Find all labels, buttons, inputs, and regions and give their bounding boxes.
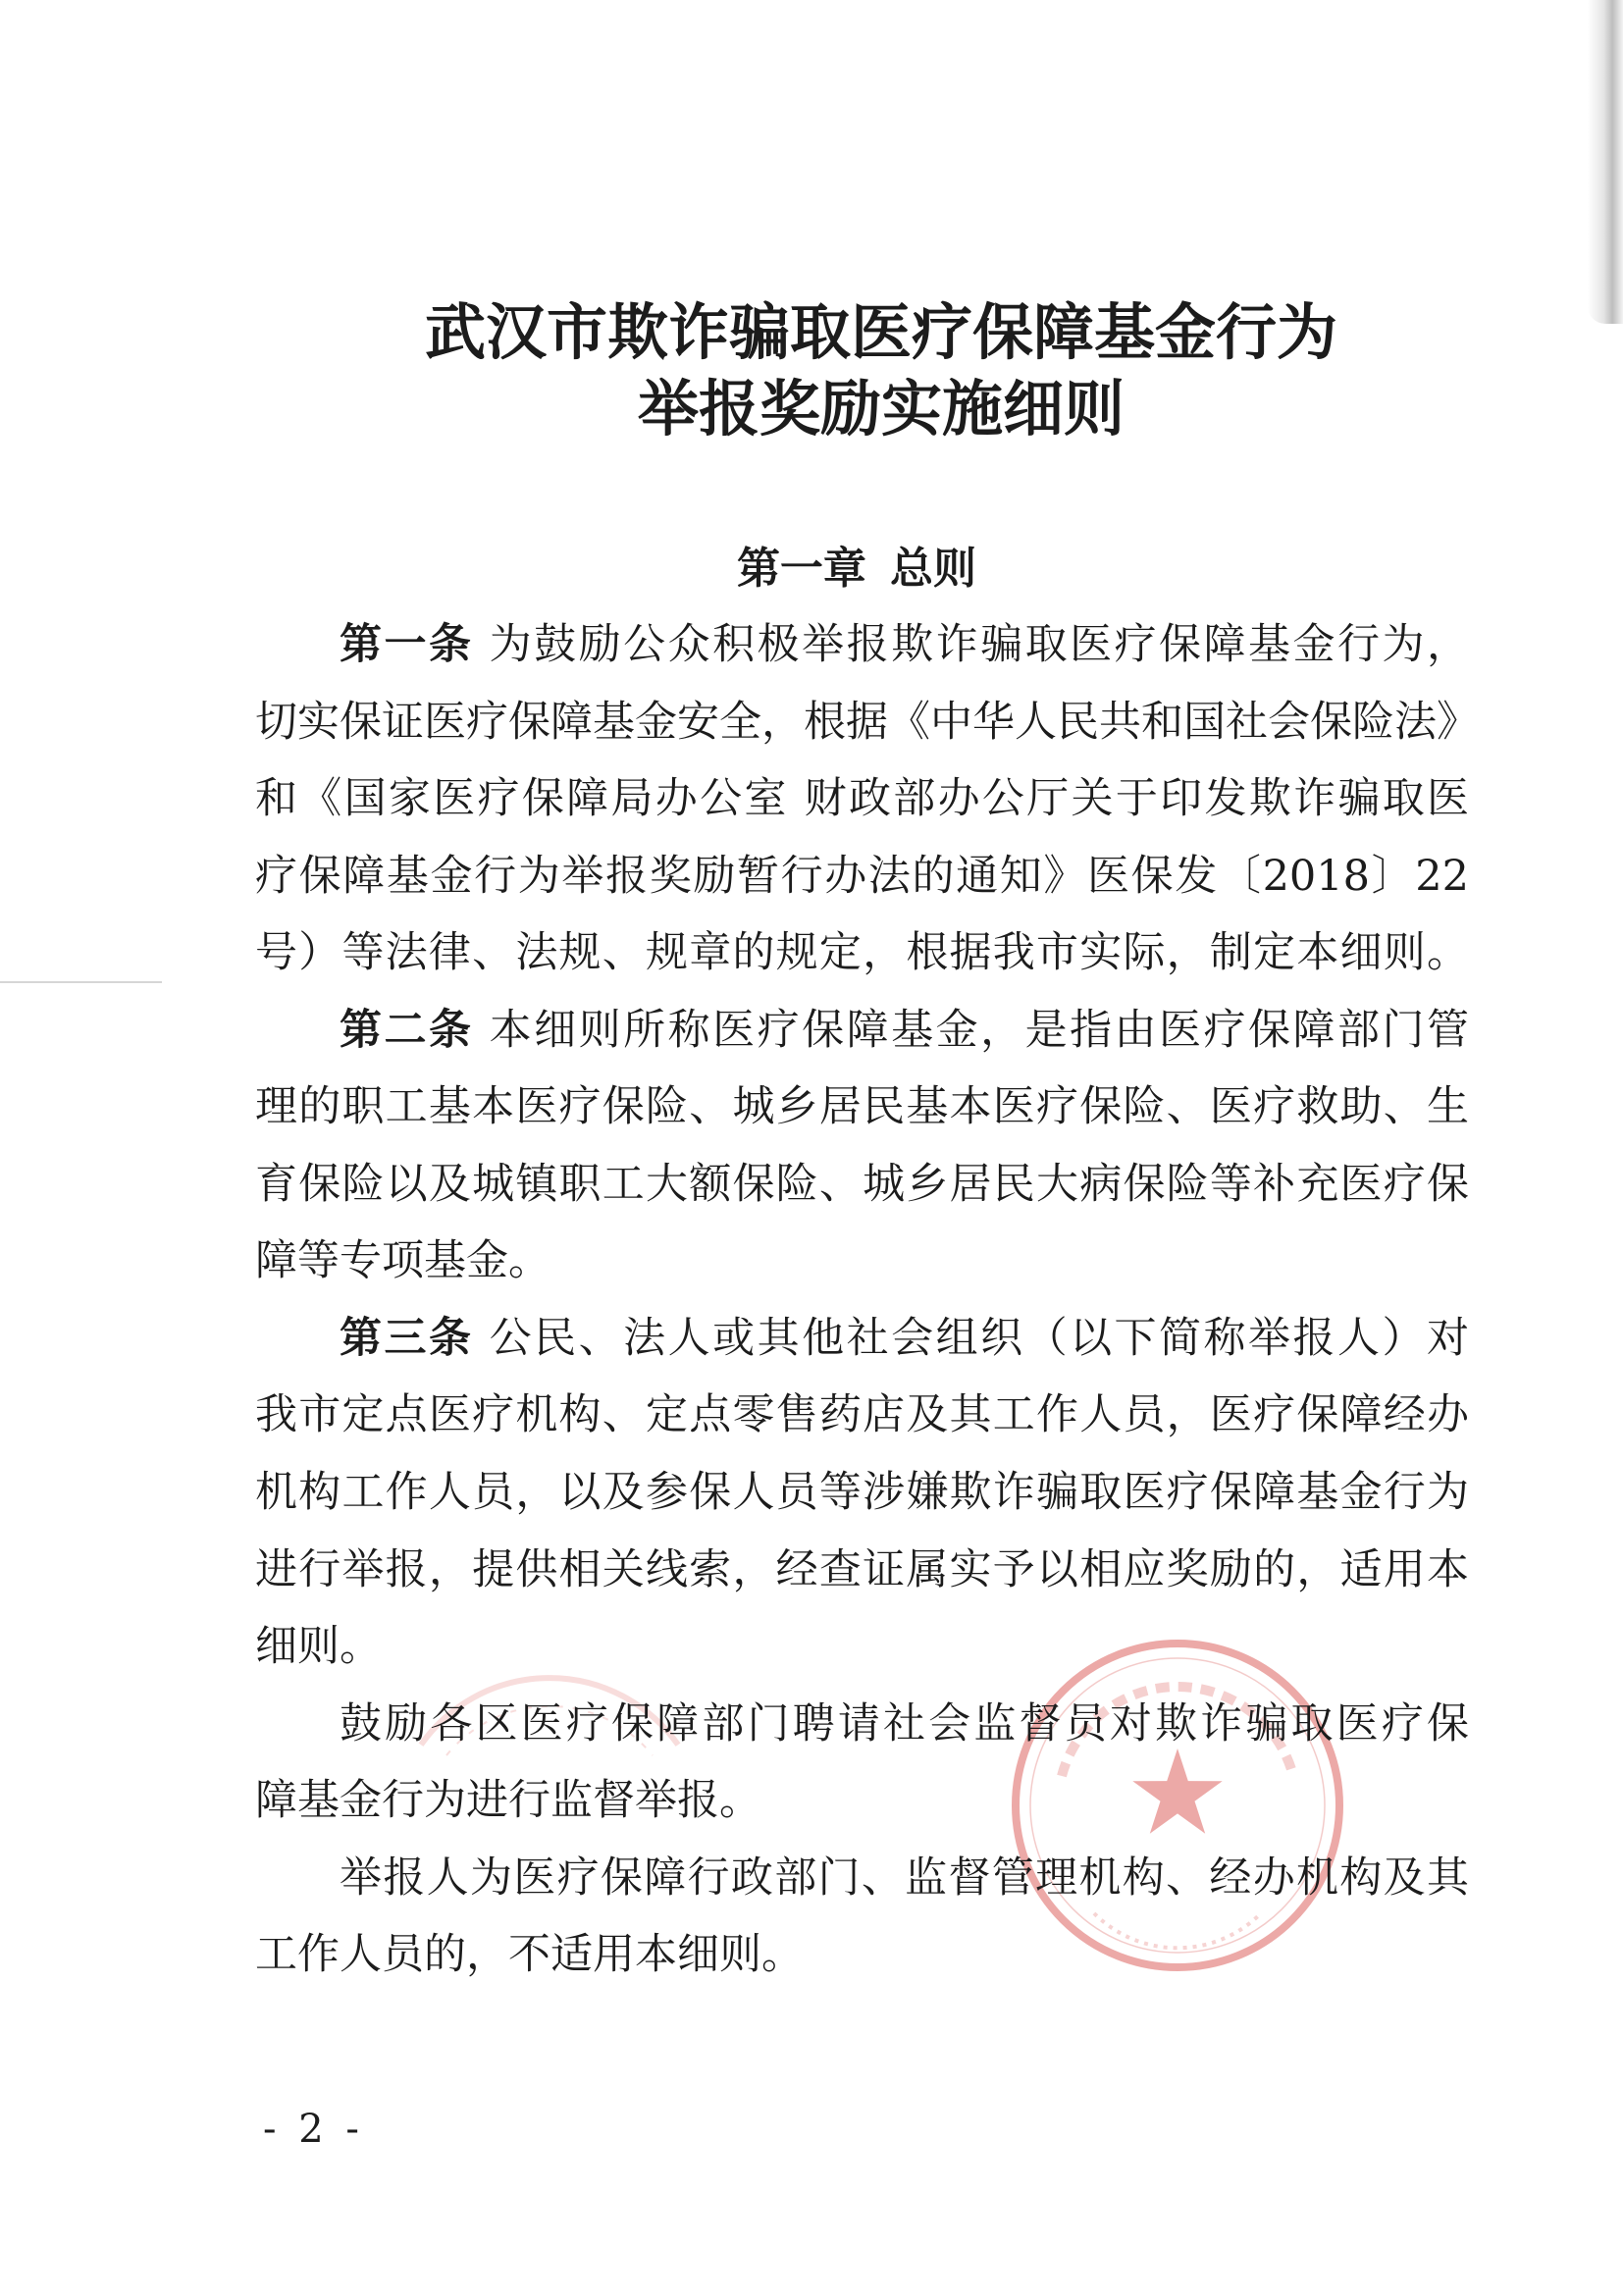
- body-line: 细则。: [255, 1622, 382, 1672]
- paragraph-supervisors: [255, 1686, 1469, 1840]
- body-line: 理的职工基本医疗保险、城乡居民基本医疗保险、医疗救助、生: [255, 1082, 1469, 1132]
- article-1: [255, 606, 1479, 992]
- body-line: 举报人为医疗保障行政部门、监督管理机构、经办机构及其: [340, 1852, 1469, 1903]
- article-label: 第一条: [340, 620, 474, 669]
- body-line: 育保险以及城镇职工大额保险、城乡居民大病保险等补充医疗保: [255, 1159, 1469, 1209]
- body-line: 障等专项基金。: [255, 1236, 550, 1286]
- body-line: 进行举报，提供相关线索，经查证属实予以相应奖励的，适用本: [255, 1544, 1469, 1594]
- body-line: 切实保证医疗保障基金安全，根据《中华人民共和国社会保险法》: [255, 697, 1479, 747]
- scan-edge-shadow: [1588, 0, 1623, 324]
- article-2: [255, 992, 1469, 1300]
- article-label: 第三条: [340, 1313, 474, 1363]
- body-line: 和《国家医疗保障局办公室 财政部办公厅关于印发欺诈骗取医: [255, 774, 1469, 824]
- page-number: - 2 -: [263, 2107, 364, 2152]
- article-label: 第二条: [340, 1005, 474, 1055]
- title-line-2: 举报奖励实施细则: [637, 373, 1125, 444]
- article-2-first-line: [255, 992, 1469, 1070]
- article-text: 本细则所称医疗保障基金，是指由医疗保障部门管: [489, 1005, 1470, 1055]
- title-line-1: 武汉市欺诈骗取医疗保障基金行为: [424, 296, 1337, 368]
- body-line: 疗保障基金行为举报奖励暂行办法的通知》医保发〔2018〕22: [255, 851, 1469, 901]
- chapter-heading: 第一章 总则: [736, 544, 977, 594]
- article-3: [255, 1300, 1469, 1686]
- article-text: 为鼓励公众积极举报欺诈骗取医疗保障基金行为，: [489, 620, 1470, 669]
- document-body: [255, 606, 1479, 1994]
- article-1-first-line: [255, 606, 1469, 684]
- scan-artifact-line: [0, 981, 162, 983]
- document-title: [292, 294, 1470, 447]
- body-line: 我市定点医疗机构、定点零售药店及其工作人员，医疗保障经办: [255, 1390, 1469, 1440]
- body-line: 工作人员的，不适用本细则。: [255, 1930, 804, 1980]
- body-line: 障基金行为进行监督举报。: [255, 1776, 761, 1826]
- paragraph-exclusions: [255, 1840, 1469, 1994]
- body-line: 号）等法律、法规、规章的规定，根据我市实际，制定本细则。: [255, 928, 1469, 978]
- article-text: 公民、法人或其他社会组织（以下简称举报人）对: [489, 1313, 1470, 1363]
- article-3-first-line: [255, 1300, 1469, 1378]
- body-line: 机构工作人员，以及参保人员等涉嫌欺诈骗取医疗保障基金行为: [255, 1468, 1469, 1518]
- body-line: 鼓励各区医疗保障部门聘请社会监督员对欺诈骗取医疗保: [340, 1698, 1469, 1748]
